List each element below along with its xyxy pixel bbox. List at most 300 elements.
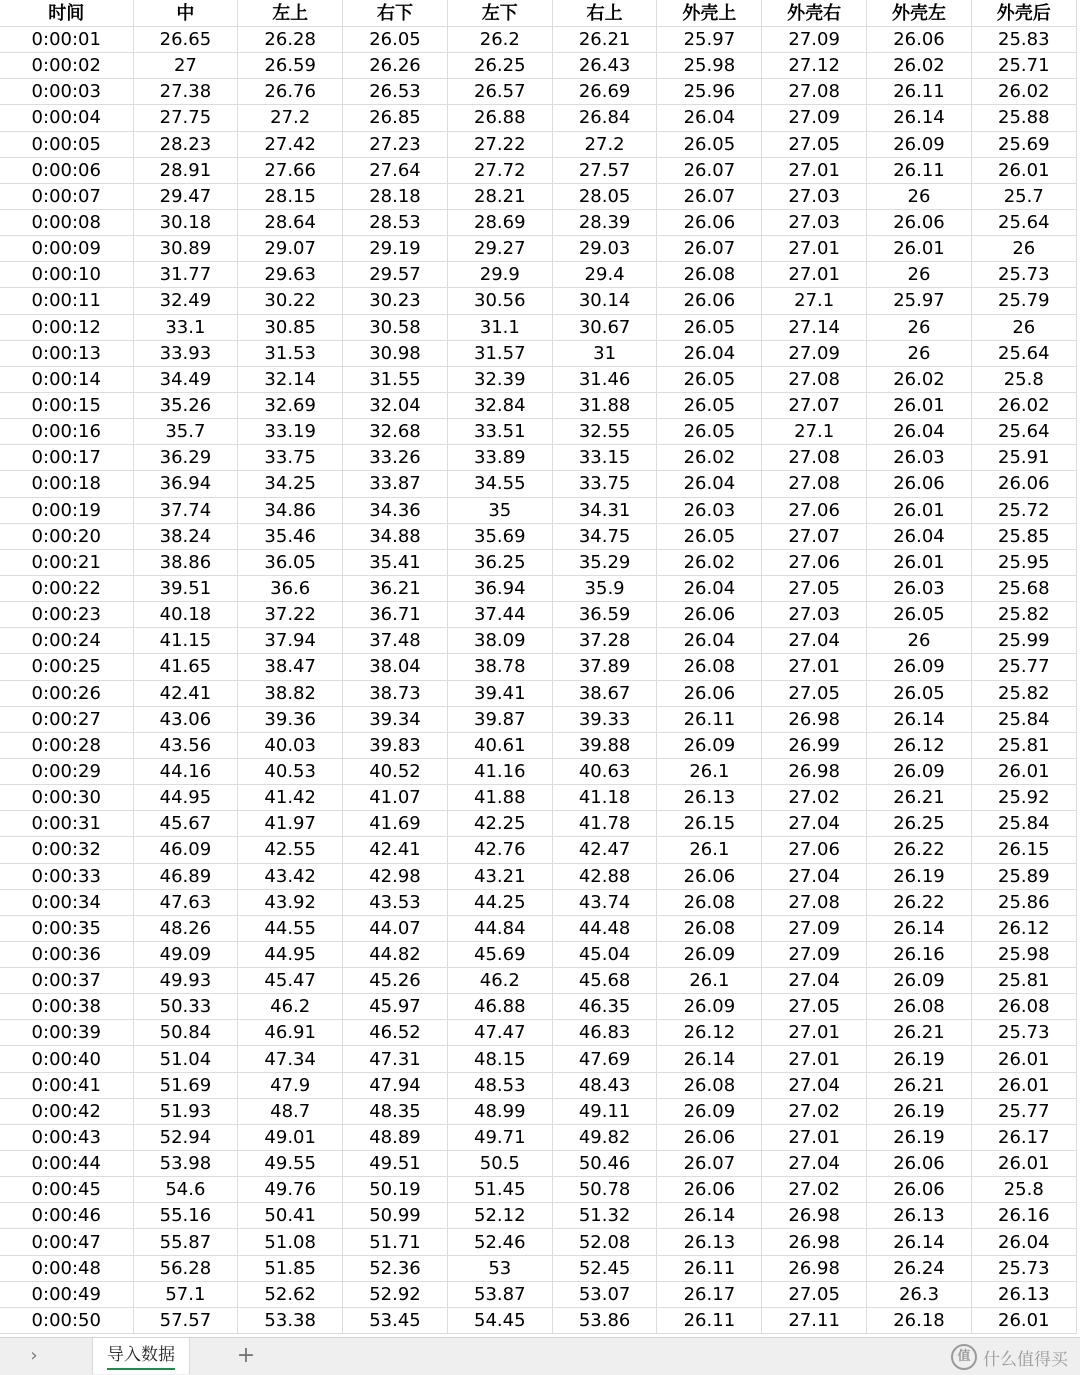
- temperature-cell[interactable]: 35.41: [343, 549, 448, 575]
- temperature-cell[interactable]: 51.85: [238, 1255, 343, 1281]
- temperature-cell[interactable]: 51.45: [447, 1177, 552, 1203]
- temperature-cell[interactable]: 30.22: [238, 288, 343, 314]
- temperature-cell[interactable]: 33.75: [238, 445, 343, 471]
- temperature-cell[interactable]: 36.59: [552, 602, 657, 628]
- temperature-cell[interactable]: 53.86: [552, 1307, 657, 1333]
- temperature-cell[interactable]: 27.04: [762, 628, 867, 654]
- temperature-cell[interactable]: 26.01: [867, 392, 972, 418]
- temperature-cell[interactable]: 25.83: [971, 27, 1076, 53]
- temperature-cell[interactable]: 30.14: [552, 288, 657, 314]
- temperature-cell[interactable]: 26.98: [762, 1203, 867, 1229]
- temperature-cell[interactable]: 26: [867, 183, 972, 209]
- temperature-cell[interactable]: 26.08: [657, 915, 762, 941]
- temperature-cell[interactable]: 26.09: [657, 941, 762, 967]
- temperature-cell[interactable]: 26.04: [657, 340, 762, 366]
- temperature-cell[interactable]: 27.01: [762, 654, 867, 680]
- temperature-cell[interactable]: 27.01: [762, 157, 867, 183]
- temperature-cell[interactable]: 25.81: [971, 968, 1076, 994]
- temperature-cell[interactable]: 36.05: [238, 549, 343, 575]
- temperature-cell[interactable]: 42.88: [552, 863, 657, 889]
- temperature-cell[interactable]: 44.07: [343, 915, 448, 941]
- temperature-cell[interactable]: 26.11: [657, 1307, 762, 1333]
- temperature-cell[interactable]: 27.12: [762, 53, 867, 79]
- column-header[interactable]: 外壳上: [657, 0, 762, 27]
- time-cell[interactable]: 0:00:39: [0, 1020, 133, 1046]
- temperature-cell[interactable]: 29.63: [238, 262, 343, 288]
- temperature-cell[interactable]: 26.04: [657, 471, 762, 497]
- temperature-cell[interactable]: 38.09: [447, 628, 552, 654]
- time-cell[interactable]: 0:00:15: [0, 392, 133, 418]
- temperature-cell[interactable]: 34.88: [343, 523, 448, 549]
- temperature-cell[interactable]: 31.77: [133, 262, 238, 288]
- temperature-cell[interactable]: 28.05: [552, 183, 657, 209]
- temperature-cell[interactable]: 48.26: [133, 915, 238, 941]
- temperature-cell[interactable]: 43.42: [238, 863, 343, 889]
- time-cell[interactable]: 0:00:11: [0, 288, 133, 314]
- temperature-cell[interactable]: 30.23: [343, 288, 448, 314]
- temperature-cell[interactable]: 32.55: [552, 419, 657, 445]
- temperature-cell[interactable]: 26.06: [657, 288, 762, 314]
- temperature-cell[interactable]: 41.97: [238, 811, 343, 837]
- temperature-cell[interactable]: 26.04: [867, 523, 972, 549]
- temperature-cell[interactable]: 30.89: [133, 236, 238, 262]
- temperature-cell[interactable]: 38.24: [133, 523, 238, 549]
- temperature-cell[interactable]: 25.68: [971, 575, 1076, 601]
- temperature-cell[interactable]: 25.91: [971, 445, 1076, 471]
- temperature-cell[interactable]: 27.01: [762, 1020, 867, 1046]
- time-cell[interactable]: 0:00:49: [0, 1281, 133, 1307]
- column-header[interactable]: 左下: [447, 0, 552, 27]
- temperature-cell[interactable]: 25.96: [657, 79, 762, 105]
- temperature-cell[interactable]: 31.55: [343, 366, 448, 392]
- temperature-cell[interactable]: 41.88: [447, 785, 552, 811]
- temperature-cell[interactable]: 29.9: [447, 262, 552, 288]
- temperature-cell[interactable]: 25.99: [971, 628, 1076, 654]
- temperature-cell[interactable]: 41.18: [552, 785, 657, 811]
- temperature-cell[interactable]: 39.83: [343, 732, 448, 758]
- temperature-cell[interactable]: 51.04: [133, 1046, 238, 1072]
- temperature-cell[interactable]: 29.4: [552, 262, 657, 288]
- temperature-cell[interactable]: 26.03: [867, 445, 972, 471]
- temperature-cell[interactable]: 26.07: [657, 183, 762, 209]
- time-cell[interactable]: 0:00:02: [0, 53, 133, 79]
- temperature-cell[interactable]: 25.89: [971, 863, 1076, 889]
- temperature-cell[interactable]: 26.01: [971, 1072, 1076, 1098]
- temperature-cell[interactable]: 26.98: [762, 1255, 867, 1281]
- temperature-cell[interactable]: 44.95: [238, 941, 343, 967]
- temperature-cell[interactable]: 44.25: [447, 889, 552, 915]
- temperature-cell[interactable]: 29.57: [343, 262, 448, 288]
- temperature-cell[interactable]: 44.84: [447, 915, 552, 941]
- time-cell[interactable]: 0:00:34: [0, 889, 133, 915]
- time-cell[interactable]: 0:00:46: [0, 1203, 133, 1229]
- temperature-cell[interactable]: 38.78: [447, 654, 552, 680]
- temperature-cell[interactable]: 26.3: [867, 1281, 972, 1307]
- temperature-cell[interactable]: 26.22: [867, 889, 972, 915]
- temperature-cell[interactable]: 27.14: [762, 314, 867, 340]
- temperature-cell[interactable]: 38.04: [343, 654, 448, 680]
- temperature-cell[interactable]: 26.04: [657, 628, 762, 654]
- temperature-cell[interactable]: 29.27: [447, 236, 552, 262]
- time-cell[interactable]: 0:00:47: [0, 1229, 133, 1255]
- temperature-cell[interactable]: 39.51: [133, 575, 238, 601]
- temperature-cell[interactable]: 26.05: [657, 419, 762, 445]
- temperature-cell[interactable]: 26.01: [867, 497, 972, 523]
- time-cell[interactable]: 0:00:33: [0, 863, 133, 889]
- temperature-cell[interactable]: 53.87: [447, 1281, 552, 1307]
- time-cell[interactable]: 0:00:23: [0, 602, 133, 628]
- temperature-cell[interactable]: 26.08: [657, 889, 762, 915]
- temperature-cell[interactable]: 41.15: [133, 628, 238, 654]
- temperature-cell[interactable]: 25.64: [971, 209, 1076, 235]
- temperature-cell[interactable]: 26.14: [657, 1046, 762, 1072]
- temperature-cell[interactable]: 27.05: [762, 131, 867, 157]
- time-cell[interactable]: 0:00:19: [0, 497, 133, 523]
- temperature-cell[interactable]: 26.21: [867, 785, 972, 811]
- temperature-cell[interactable]: 26.17: [657, 1281, 762, 1307]
- temperature-cell[interactable]: 40.03: [238, 732, 343, 758]
- temperature-cell[interactable]: 46.35: [552, 994, 657, 1020]
- temperature-cell[interactable]: 33.1: [133, 314, 238, 340]
- chevron-right-icon[interactable]: ›: [30, 1345, 38, 1366]
- temperature-cell[interactable]: 26.06: [657, 209, 762, 235]
- temperature-cell[interactable]: 26.1: [657, 968, 762, 994]
- time-cell[interactable]: 0:00:31: [0, 811, 133, 837]
- temperature-cell[interactable]: 26.02: [657, 445, 762, 471]
- temperature-cell[interactable]: 26.04: [657, 105, 762, 131]
- temperature-cell[interactable]: 26.07: [657, 236, 762, 262]
- temperature-cell[interactable]: 28.15: [238, 183, 343, 209]
- temperature-cell[interactable]: 26.04: [657, 575, 762, 601]
- temperature-cell[interactable]: 27.1: [762, 419, 867, 445]
- temperature-cell[interactable]: 33.19: [238, 419, 343, 445]
- temperature-cell[interactable]: 54.45: [447, 1307, 552, 1333]
- temperature-cell[interactable]: 48.15: [447, 1046, 552, 1072]
- temperature-cell[interactable]: 50.5: [447, 1151, 552, 1177]
- temperature-cell[interactable]: 30.56: [447, 288, 552, 314]
- temperature-cell[interactable]: 26.16: [971, 1203, 1076, 1229]
- temperature-cell[interactable]: 42.41: [343, 837, 448, 863]
- temperature-cell[interactable]: 38.67: [552, 680, 657, 706]
- temperature-cell[interactable]: 30.58: [343, 314, 448, 340]
- temperature-cell[interactable]: 26.06: [657, 1177, 762, 1203]
- temperature-cell[interactable]: 25.72: [971, 497, 1076, 523]
- temperature-cell[interactable]: 51.08: [238, 1229, 343, 1255]
- time-cell[interactable]: 0:00:32: [0, 837, 133, 863]
- temperature-cell[interactable]: 26.13: [971, 1281, 1076, 1307]
- temperature-cell[interactable]: 49.93: [133, 968, 238, 994]
- temperature-cell[interactable]: 55.16: [133, 1203, 238, 1229]
- time-cell[interactable]: 0:00:27: [0, 706, 133, 732]
- time-cell[interactable]: 0:00:41: [0, 1072, 133, 1098]
- temperature-cell[interactable]: 53: [447, 1255, 552, 1281]
- temperature-cell[interactable]: 49.09: [133, 941, 238, 967]
- temperature-cell[interactable]: 26.05: [657, 366, 762, 392]
- temperature-cell[interactable]: 27.06: [762, 497, 867, 523]
- temperature-cell[interactable]: 25.77: [971, 1098, 1076, 1124]
- temperature-cell[interactable]: 33.75: [552, 471, 657, 497]
- temperature-cell[interactable]: 37.28: [552, 628, 657, 654]
- temperature-cell[interactable]: 26.21: [867, 1072, 972, 1098]
- temperature-cell[interactable]: 31.53: [238, 340, 343, 366]
- temperature-cell[interactable]: 47.63: [133, 889, 238, 915]
- plus-icon[interactable]: +: [236, 1343, 256, 1368]
- temperature-cell[interactable]: 41.65: [133, 654, 238, 680]
- temperature-cell[interactable]: 36.71: [343, 602, 448, 628]
- temperature-cell[interactable]: 39.87: [447, 706, 552, 732]
- time-cell[interactable]: 0:00:43: [0, 1124, 133, 1150]
- temperature-cell[interactable]: 40.61: [447, 732, 552, 758]
- temperature-cell[interactable]: 34.25: [238, 471, 343, 497]
- temperature-cell[interactable]: 36.21: [343, 575, 448, 601]
- temperature-cell[interactable]: 44.82: [343, 941, 448, 967]
- temperature-cell[interactable]: 35: [447, 497, 552, 523]
- temperature-cell[interactable]: 25.8: [971, 366, 1076, 392]
- temperature-cell[interactable]: 26.59: [238, 53, 343, 79]
- time-cell[interactable]: 0:00:24: [0, 628, 133, 654]
- temperature-cell[interactable]: 26.65: [133, 27, 238, 53]
- temperature-cell[interactable]: 34.86: [238, 497, 343, 523]
- temperature-cell[interactable]: 27.08: [762, 471, 867, 497]
- temperature-cell[interactable]: 26.25: [447, 53, 552, 79]
- temperature-cell[interactable]: 53.98: [133, 1151, 238, 1177]
- temperature-cell[interactable]: 26.04: [971, 1229, 1076, 1255]
- temperature-cell[interactable]: 25.64: [971, 340, 1076, 366]
- temperature-cell[interactable]: 28.23: [133, 131, 238, 157]
- temperature-cell[interactable]: 53.38: [238, 1307, 343, 1333]
- time-cell[interactable]: 0:00:05: [0, 131, 133, 157]
- temperature-cell[interactable]: 41.07: [343, 785, 448, 811]
- temperature-cell[interactable]: 49.82: [552, 1124, 657, 1150]
- temperature-cell[interactable]: 48.35: [343, 1098, 448, 1124]
- temperature-cell[interactable]: 26.69: [552, 79, 657, 105]
- temperature-cell[interactable]: 55.87: [133, 1229, 238, 1255]
- temperature-cell[interactable]: 44.48: [552, 915, 657, 941]
- temperature-cell[interactable]: 42.25: [447, 811, 552, 837]
- temperature-cell[interactable]: 26.01: [971, 758, 1076, 784]
- temperature-cell[interactable]: 52.62: [238, 1281, 343, 1307]
- temperature-cell[interactable]: 45.04: [552, 941, 657, 967]
- time-cell[interactable]: 0:00:01: [0, 27, 133, 53]
- temperature-cell[interactable]: 30.98: [343, 340, 448, 366]
- column-header[interactable]: 中: [133, 0, 238, 27]
- temperature-cell[interactable]: 27.72: [447, 157, 552, 183]
- time-cell[interactable]: 0:00:06: [0, 157, 133, 183]
- time-cell[interactable]: 0:00:26: [0, 680, 133, 706]
- temperature-cell[interactable]: 42.98: [343, 863, 448, 889]
- temperature-cell[interactable]: 26.84: [552, 105, 657, 131]
- column-header[interactable]: 外壳右: [762, 0, 867, 27]
- temperature-cell[interactable]: 47.47: [447, 1020, 552, 1046]
- temperature-cell[interactable]: 26.05: [867, 680, 972, 706]
- temperature-cell[interactable]: 27.2: [552, 131, 657, 157]
- temperature-cell[interactable]: 25.84: [971, 811, 1076, 837]
- temperature-cell[interactable]: 44.95: [133, 785, 238, 811]
- temperature-cell[interactable]: 35.69: [447, 523, 552, 549]
- temperature-cell[interactable]: 36.29: [133, 445, 238, 471]
- temperature-cell[interactable]: 26.06: [657, 863, 762, 889]
- temperature-cell[interactable]: 28.69: [447, 209, 552, 235]
- temperature-cell[interactable]: 26.06: [657, 602, 762, 628]
- temperature-cell[interactable]: 26.19: [867, 863, 972, 889]
- temperature-cell[interactable]: 50.41: [238, 1203, 343, 1229]
- temperature-cell[interactable]: 51.69: [133, 1072, 238, 1098]
- temperature-cell[interactable]: 52.94: [133, 1124, 238, 1150]
- temperature-cell[interactable]: 47.69: [552, 1046, 657, 1072]
- time-cell[interactable]: 0:00:22: [0, 575, 133, 601]
- temperature-cell[interactable]: 49.51: [343, 1151, 448, 1177]
- temperature-cell[interactable]: 31.57: [447, 340, 552, 366]
- temperature-cell[interactable]: 40.18: [133, 602, 238, 628]
- temperature-cell[interactable]: 25.88: [971, 105, 1076, 131]
- temperature-cell[interactable]: 49.55: [238, 1151, 343, 1177]
- temperature-cell[interactable]: 57.57: [133, 1307, 238, 1333]
- temperature-cell[interactable]: 26.13: [867, 1203, 972, 1229]
- temperature-cell[interactable]: 35.7: [133, 419, 238, 445]
- temperature-cell[interactable]: 43.06: [133, 706, 238, 732]
- temperature-cell[interactable]: 26.05: [867, 602, 972, 628]
- temperature-cell[interactable]: 45.47: [238, 968, 343, 994]
- temperature-cell[interactable]: 26.12: [867, 732, 972, 758]
- temperature-cell[interactable]: 25.86: [971, 889, 1076, 915]
- temperature-cell[interactable]: 26.09: [867, 654, 972, 680]
- temperature-cell[interactable]: 26.08: [657, 654, 762, 680]
- temperature-cell[interactable]: 26.11: [867, 79, 972, 105]
- temperature-cell[interactable]: 49.71: [447, 1124, 552, 1150]
- temperature-cell[interactable]: 33.26: [343, 445, 448, 471]
- temperature-cell[interactable]: 52.36: [343, 1255, 448, 1281]
- temperature-cell[interactable]: 43.56: [133, 732, 238, 758]
- temperature-cell[interactable]: 27.03: [762, 183, 867, 209]
- temperature-cell[interactable]: 25.82: [971, 680, 1076, 706]
- time-cell[interactable]: 0:00:12: [0, 314, 133, 340]
- temperature-cell[interactable]: 28.39: [552, 209, 657, 235]
- temperature-cell[interactable]: 26.02: [867, 53, 972, 79]
- temperature-cell[interactable]: 32.69: [238, 392, 343, 418]
- temperature-cell[interactable]: 26.09: [867, 131, 972, 157]
- temperature-cell[interactable]: 41.69: [343, 811, 448, 837]
- temperature-cell[interactable]: 26.09: [657, 994, 762, 1020]
- temperature-cell[interactable]: 27.42: [238, 131, 343, 157]
- temperature-cell[interactable]: 27.03: [762, 209, 867, 235]
- temperature-cell[interactable]: 26.02: [657, 549, 762, 575]
- temperature-cell[interactable]: 27.05: [762, 1281, 867, 1307]
- temperature-cell[interactable]: 45.26: [343, 968, 448, 994]
- temperature-cell[interactable]: 39.34: [343, 706, 448, 732]
- temperature-cell[interactable]: 52.12: [447, 1203, 552, 1229]
- temperature-cell[interactable]: 38.86: [133, 549, 238, 575]
- temperature-cell[interactable]: 38.47: [238, 654, 343, 680]
- time-cell[interactable]: 0:00:30: [0, 785, 133, 811]
- temperature-cell[interactable]: 26.11: [657, 1255, 762, 1281]
- temperature-cell[interactable]: 32.49: [133, 288, 238, 314]
- temperature-cell[interactable]: 26.06: [867, 1151, 972, 1177]
- temperature-cell[interactable]: 48.7: [238, 1098, 343, 1124]
- temperature-cell[interactable]: 26.13: [657, 1229, 762, 1255]
- temperature-cell[interactable]: 41.42: [238, 785, 343, 811]
- temperature-cell[interactable]: 50.19: [343, 1177, 448, 1203]
- temperature-cell[interactable]: 30.85: [238, 314, 343, 340]
- temperature-cell[interactable]: 46.89: [133, 863, 238, 889]
- temperature-cell[interactable]: 40.52: [343, 758, 448, 784]
- temperature-cell[interactable]: 27.01: [762, 262, 867, 288]
- time-cell[interactable]: 0:00:04: [0, 105, 133, 131]
- temperature-cell[interactable]: 27.04: [762, 811, 867, 837]
- temperature-cell[interactable]: 27.08: [762, 366, 867, 392]
- time-cell[interactable]: 0:00:29: [0, 758, 133, 784]
- temperature-cell[interactable]: 32.04: [343, 392, 448, 418]
- column-header[interactable]: 右下: [343, 0, 448, 27]
- temperature-cell[interactable]: 27: [133, 53, 238, 79]
- temperature-cell[interactable]: 53.07: [552, 1281, 657, 1307]
- temperature-cell[interactable]: 43.74: [552, 889, 657, 915]
- temperature-cell[interactable]: 26.05: [657, 131, 762, 157]
- temperature-cell[interactable]: 42.47: [552, 837, 657, 863]
- temperature-cell[interactable]: 25.8: [971, 1177, 1076, 1203]
- time-cell[interactable]: 0:00:37: [0, 968, 133, 994]
- temperature-cell[interactable]: 31.46: [552, 366, 657, 392]
- temperature-cell[interactable]: 26.02: [971, 79, 1076, 105]
- temperature-cell[interactable]: 26.28: [238, 27, 343, 53]
- temperature-cell[interactable]: 39.36: [238, 706, 343, 732]
- temperature-cell[interactable]: 45.69: [447, 941, 552, 967]
- temperature-cell[interactable]: 50.84: [133, 1020, 238, 1046]
- temperature-cell[interactable]: 26.01: [971, 1046, 1076, 1072]
- time-cell[interactable]: 0:00:16: [0, 419, 133, 445]
- temperature-cell[interactable]: 26.26: [343, 53, 448, 79]
- temperature-cell[interactable]: 32.68: [343, 419, 448, 445]
- temperature-cell[interactable]: 41.78: [552, 811, 657, 837]
- temperature-cell[interactable]: 26.76: [238, 79, 343, 105]
- temperature-cell[interactable]: 39.88: [552, 732, 657, 758]
- temperature-cell[interactable]: 26.53: [343, 79, 448, 105]
- temperature-cell[interactable]: 26: [867, 314, 972, 340]
- temperature-cell[interactable]: 28.64: [238, 209, 343, 235]
- temperature-cell[interactable]: 28.21: [447, 183, 552, 209]
- temperature-cell[interactable]: 27.23: [343, 131, 448, 157]
- column-header[interactable]: 外壳后: [971, 0, 1076, 27]
- temperature-cell[interactable]: 37.89: [552, 654, 657, 680]
- temperature-cell[interactable]: 27.05: [762, 575, 867, 601]
- temperature-cell[interactable]: 31: [552, 340, 657, 366]
- temperature-cell[interactable]: 27.22: [447, 131, 552, 157]
- time-cell[interactable]: 0:00:20: [0, 523, 133, 549]
- temperature-cell[interactable]: 52.08: [552, 1229, 657, 1255]
- temperature-cell[interactable]: 27.38: [133, 79, 238, 105]
- temperature-cell[interactable]: 26.06: [867, 27, 972, 53]
- temperature-cell[interactable]: 26.2: [447, 27, 552, 53]
- temperature-cell[interactable]: 26.14: [867, 706, 972, 732]
- temperature-cell[interactable]: 52.92: [343, 1281, 448, 1307]
- temperature-cell[interactable]: 26: [971, 314, 1076, 340]
- temperature-cell[interactable]: 26.07: [657, 157, 762, 183]
- temperature-cell[interactable]: 47.94: [343, 1072, 448, 1098]
- time-cell[interactable]: 0:00:10: [0, 262, 133, 288]
- temperature-cell[interactable]: 26.05: [657, 314, 762, 340]
- temperature-cell[interactable]: 25.95: [971, 549, 1076, 575]
- temperature-cell[interactable]: 26.09: [657, 732, 762, 758]
- temperature-cell[interactable]: 26.08: [657, 262, 762, 288]
- column-header[interactable]: 外壳左: [867, 0, 972, 27]
- temperature-cell[interactable]: 29.07: [238, 236, 343, 262]
- time-cell[interactable]: 0:00:14: [0, 366, 133, 392]
- time-cell[interactable]: 0:00:07: [0, 183, 133, 209]
- temperature-cell[interactable]: 34.75: [552, 523, 657, 549]
- temperature-cell[interactable]: 25.77: [971, 654, 1076, 680]
- temperature-cell[interactable]: 57.1: [133, 1281, 238, 1307]
- temperature-cell[interactable]: 26.11: [657, 706, 762, 732]
- temperature-cell[interactable]: 37.74: [133, 497, 238, 523]
